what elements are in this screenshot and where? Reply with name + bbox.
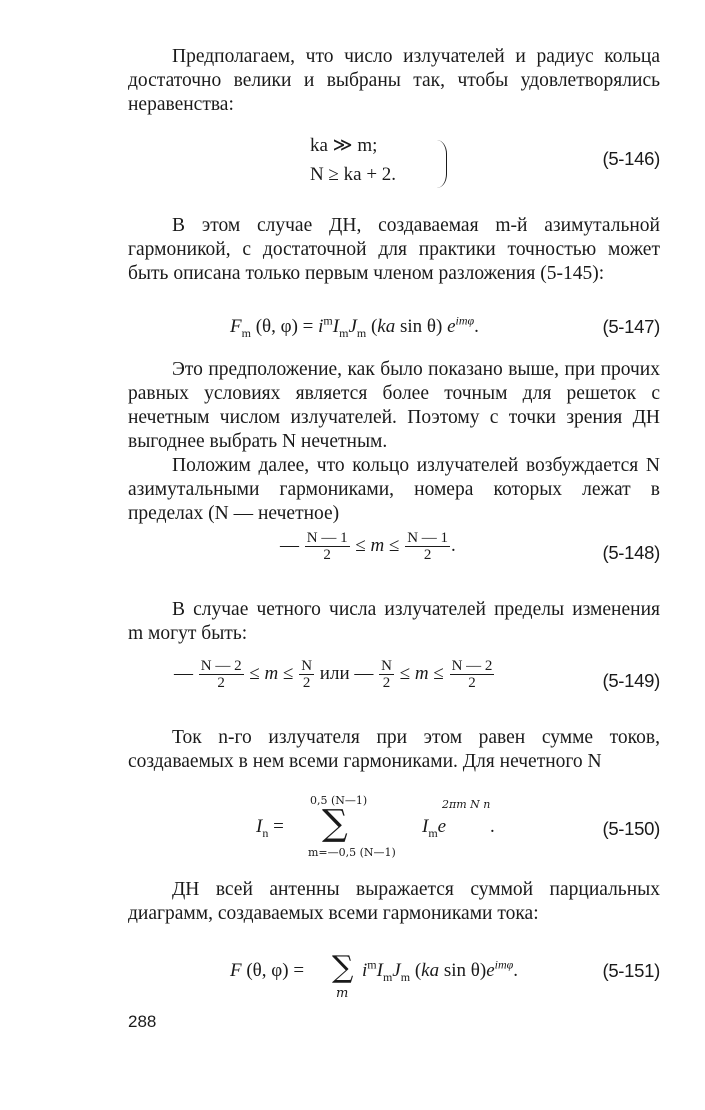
sum-index: m [336,986,349,1001]
fraction-denominator: 2 [302,675,311,691]
connector-word: или [319,662,350,684]
equation-5-151 [150,944,660,1004]
paragraph-4: Положим далее, что кольцо излучателей возбуждается N азимутальными гармониками, номера которых лежат в пределах (N — нечетное) [128,455,660,524]
equation-number: (5-147) [602,316,660,337]
fraction-numerator: N [301,658,313,674]
fraction-numerator: N — 2 [200,658,242,674]
fraction-denominator: 2 [423,547,432,563]
paragraph-1: Предполагаем, что число излучателей и радиус кольца достаточно велики и выбраны так, чтобы удовлетворялись неравенства: [128,46,660,115]
current-term: $I_me$ [422,816,447,840]
paragraph-7: ДН всей антенны выражается суммой парциальных диаграмм, создаваемых всеми гармониками тока: [128,879,660,924]
pattern-formula: $F_m$ (θ, $\varphi) = i^mI_mJ_m$ (ka sin θ) $e^{im\varphi}$. [230,313,479,340]
harmonic-range-even: — $\frac{N — 2}{2}$ ≤ m ≤ $\frac{N}{2}$ или — $\frac{N}{2}$ ≤ m ≤ $\frac{N — 2}{2}$ [174,658,493,691]
fraction-numerator: N — 1 [407,530,449,546]
page-number: 288 [128,1012,157,1031]
equation-5-147 [150,314,660,344]
paragraph-5: В случае четного числа излучателей пределы изменения m могут быть: [128,599,660,644]
paragraph-3: Это предположение, как было показано выше, при прочих равных условиях является более точным для решеток с нечетным числом излучателей. Поэтому с точки зрения ДН выгоднее выбрать N нечетным. [128,359,660,452]
equation-5-148 [150,528,660,576]
period: . [490,816,495,837]
sum-symbol: ∑ [322,803,348,844]
exponent: 2πm N n [442,798,491,811]
fraction-numerator: N — 2 [451,658,493,674]
fraction-numerator: N [381,658,392,674]
inequality-line-2: N ≥ ka + 2. [310,164,397,185]
equation-5-146 [150,134,660,196]
right-brace [436,140,447,188]
fraction-numerator: N — 1 [306,530,348,546]
fraction-denominator: 2 [323,547,331,563]
fraction-denominator: 2 [382,675,391,691]
current-lhs: $I_n$ = [256,816,284,840]
fraction-denominator: 2 [217,675,225,691]
total-pattern-term: $i^mI_mJ_m$ (ka $\sin \theta)e^{im\varphi}$. [362,957,519,984]
harmonic-range-odd: — $\frac{N — 1}{2}$ ≤ m ≤ $\frac{N — 1}{2}$ . [280,530,456,563]
paragraph-6: Ток n-го излучателя при этом равен сумме токов, создаваемых в нем всеми гармониками. Для нечетного N [128,727,660,772]
paragraph-2: В этом случае ДН, создаваемая m-й азимутальной гармоникой, с достаточной для практики точностью может быть описана только первым членом разложения (5-145): [128,215,660,284]
equation-5-150 [150,790,660,864]
equation-number: (5-150) [602,818,660,839]
total-pattern-lhs: F (θ, φ) = [230,960,305,981]
equation-number: (5-151) [602,960,660,981]
fraction-denominator: 2 [468,675,476,691]
sum-upper-limit: 0,5 (N—1) [310,794,368,807]
equation-number: (5-146) [602,148,660,169]
equation-number: (5-149) [602,670,660,691]
equation-number: (5-148) [602,542,660,563]
inequality-line-1: ka ≫ m; [310,135,378,156]
equation-5-149 [150,656,660,704]
sum-symbol: ∑ [332,950,354,985]
sum-lower-limit: m=—0,5 (N—1) [308,846,396,859]
